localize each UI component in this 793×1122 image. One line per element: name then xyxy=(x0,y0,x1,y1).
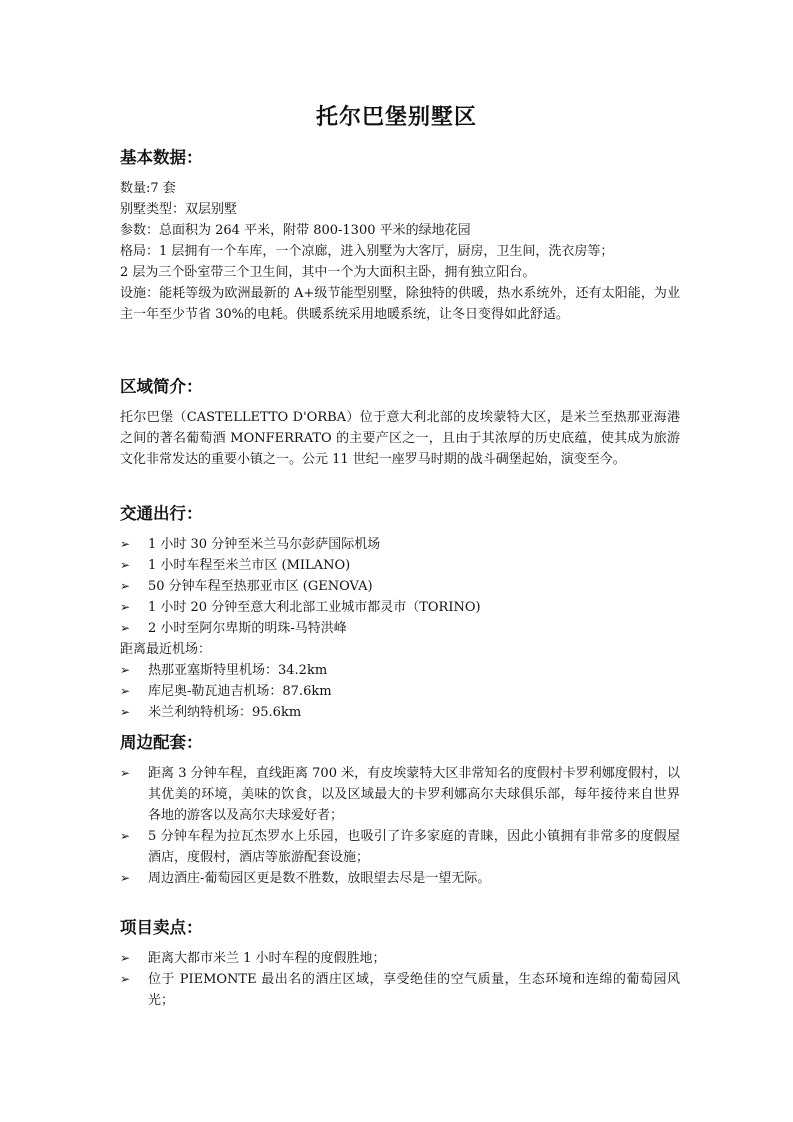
airport-list xyxy=(120,660,680,723)
list-item: ➢ 热那亚塞斯特里机场：34.2km xyxy=(120,660,680,681)
arrow-bullet-icon: ➢ xyxy=(120,558,131,572)
section-facilities xyxy=(120,731,680,889)
arrow-bullet-icon: ➢ xyxy=(120,663,131,677)
basic-line: 数量:7 套 xyxy=(120,181,176,196)
arrow-bullet-icon: ➢ xyxy=(120,579,131,593)
airport-label: 距离最近机场： xyxy=(120,642,212,657)
basic-line: 别墅类型：双层别墅 xyxy=(120,202,238,217)
list-item: ➢ 米兰利纳特机场：95.6km xyxy=(120,702,680,723)
list-item: ➢ 位于 PIEMONTE 最出名的酒庄区域，享受绝佳的空气质量，生态环境和连绵的葡萄园风光； xyxy=(120,969,680,1011)
arrow-bullet-icon: ➢ xyxy=(120,600,131,614)
basic-line: 2 层为三个卧室带三个卫生间，其中一个为大面积主卧，拥有独立阳台。 xyxy=(120,265,536,280)
list-item: ➢ 1 小时 20 分钟至意大利北部工业城市都灵市（TORINO) xyxy=(120,597,680,618)
transport-list xyxy=(120,534,680,639)
list-item: ➢ 距离大都市米兰 1 小时车程的度假胜地； xyxy=(120,948,680,969)
facilities-list xyxy=(120,763,680,889)
list-item: ➢ 5 分钟车程为拉瓦杰罗水上乐园，也吸引了许多家庭的青睐，因此小镇拥有非常多的度假屋酒店，度假村，酒店等旅游配套设施； xyxy=(120,826,680,868)
list-item: ➢ 距离 3 分钟车程，直线距离 700 米，有皮埃蒙特大区非常知名的度假村卡罗利娜度假村，以其优美的环境，美味的饮食，以及区域最大的卡罗利娜高尔夫球俱乐部，每年接待来自世界各地的游客以及高尔夫球爱好者； xyxy=(120,763,680,826)
section-transport xyxy=(120,502,680,723)
arrow-bullet-icon: ➢ xyxy=(120,705,131,719)
section-region xyxy=(120,375,680,470)
region-text: 托尔巴堡（CASTELLETTO D'ORBA）位于意大利北部的皮埃蒙特大区，是米兰至热那亚海港之间的著名葡萄酒 MONFERRATO 的主要产区之一，且由于其浓厚的历史底蕴，使其成为旅游文化非常发达的重要小镇之一。公元 11 世纪一座罗马时期的战斗碉堡起始，演变至今。 xyxy=(120,410,680,467)
arrow-bullet-icon: ➢ xyxy=(120,951,131,965)
basic-line: 参数：总面积为 264 平米，附带 800-1300 平米的绿地花园 xyxy=(120,223,471,238)
basic-line: 格局：1 层拥有一个车库，一个凉廊，进入别墅为大客厅，厨房，卫生间，洗衣房等； xyxy=(120,244,614,259)
arrow-bullet-icon: ➢ xyxy=(120,766,131,780)
list-item: ➢ 周边酒庄-葡萄园区更是数不胜数，放眼望去尽是一望无际。 xyxy=(120,868,680,889)
section-heading: 周边配套： xyxy=(120,733,203,752)
section-heading: 项目卖点： xyxy=(120,918,203,937)
section-heading: 区域简介： xyxy=(120,377,203,396)
list-item: ➢ 1 小时车程至米兰市区 (MILANO) xyxy=(120,555,680,576)
page-title: 托尔巴堡别墅区 xyxy=(315,105,477,130)
section-heading: 交通出行： xyxy=(120,504,203,523)
list-item: ➢ 1 小时 30 分钟至米兰马尔彭萨国际机场 xyxy=(120,534,680,555)
arrow-bullet-icon: ➢ xyxy=(120,829,131,843)
section-basic xyxy=(120,146,680,325)
arrow-bullet-icon: ➢ xyxy=(120,621,131,635)
arrow-bullet-icon: ➢ xyxy=(120,684,131,698)
section-heading: 基本数据： xyxy=(120,148,203,167)
basic-line: 设施：能耗等级为欧洲最新的 A+级节能型别墅，除独特的供暖，热水系统外，还有太阳能，为业主一年至少节省 30%的电耗。供暖系统采用地暖系统，让冬日变得如此舒适。 xyxy=(120,286,680,322)
selling-list xyxy=(120,948,680,1011)
list-item: ➢ 50 分钟车程至热那亚市区 (GENOVA) xyxy=(120,576,680,597)
arrow-bullet-icon: ➢ xyxy=(120,537,131,551)
list-item: ➢ 库尼奥-勒瓦迪吉机场：87.6km xyxy=(120,681,680,702)
arrow-bullet-icon: ➢ xyxy=(120,972,131,986)
list-item: ➢ 2 小时至阿尔卑斯的明珠-马特洪峰 xyxy=(120,618,680,639)
arrow-bullet-icon: ➢ xyxy=(120,871,131,885)
section-selling xyxy=(120,916,680,1011)
